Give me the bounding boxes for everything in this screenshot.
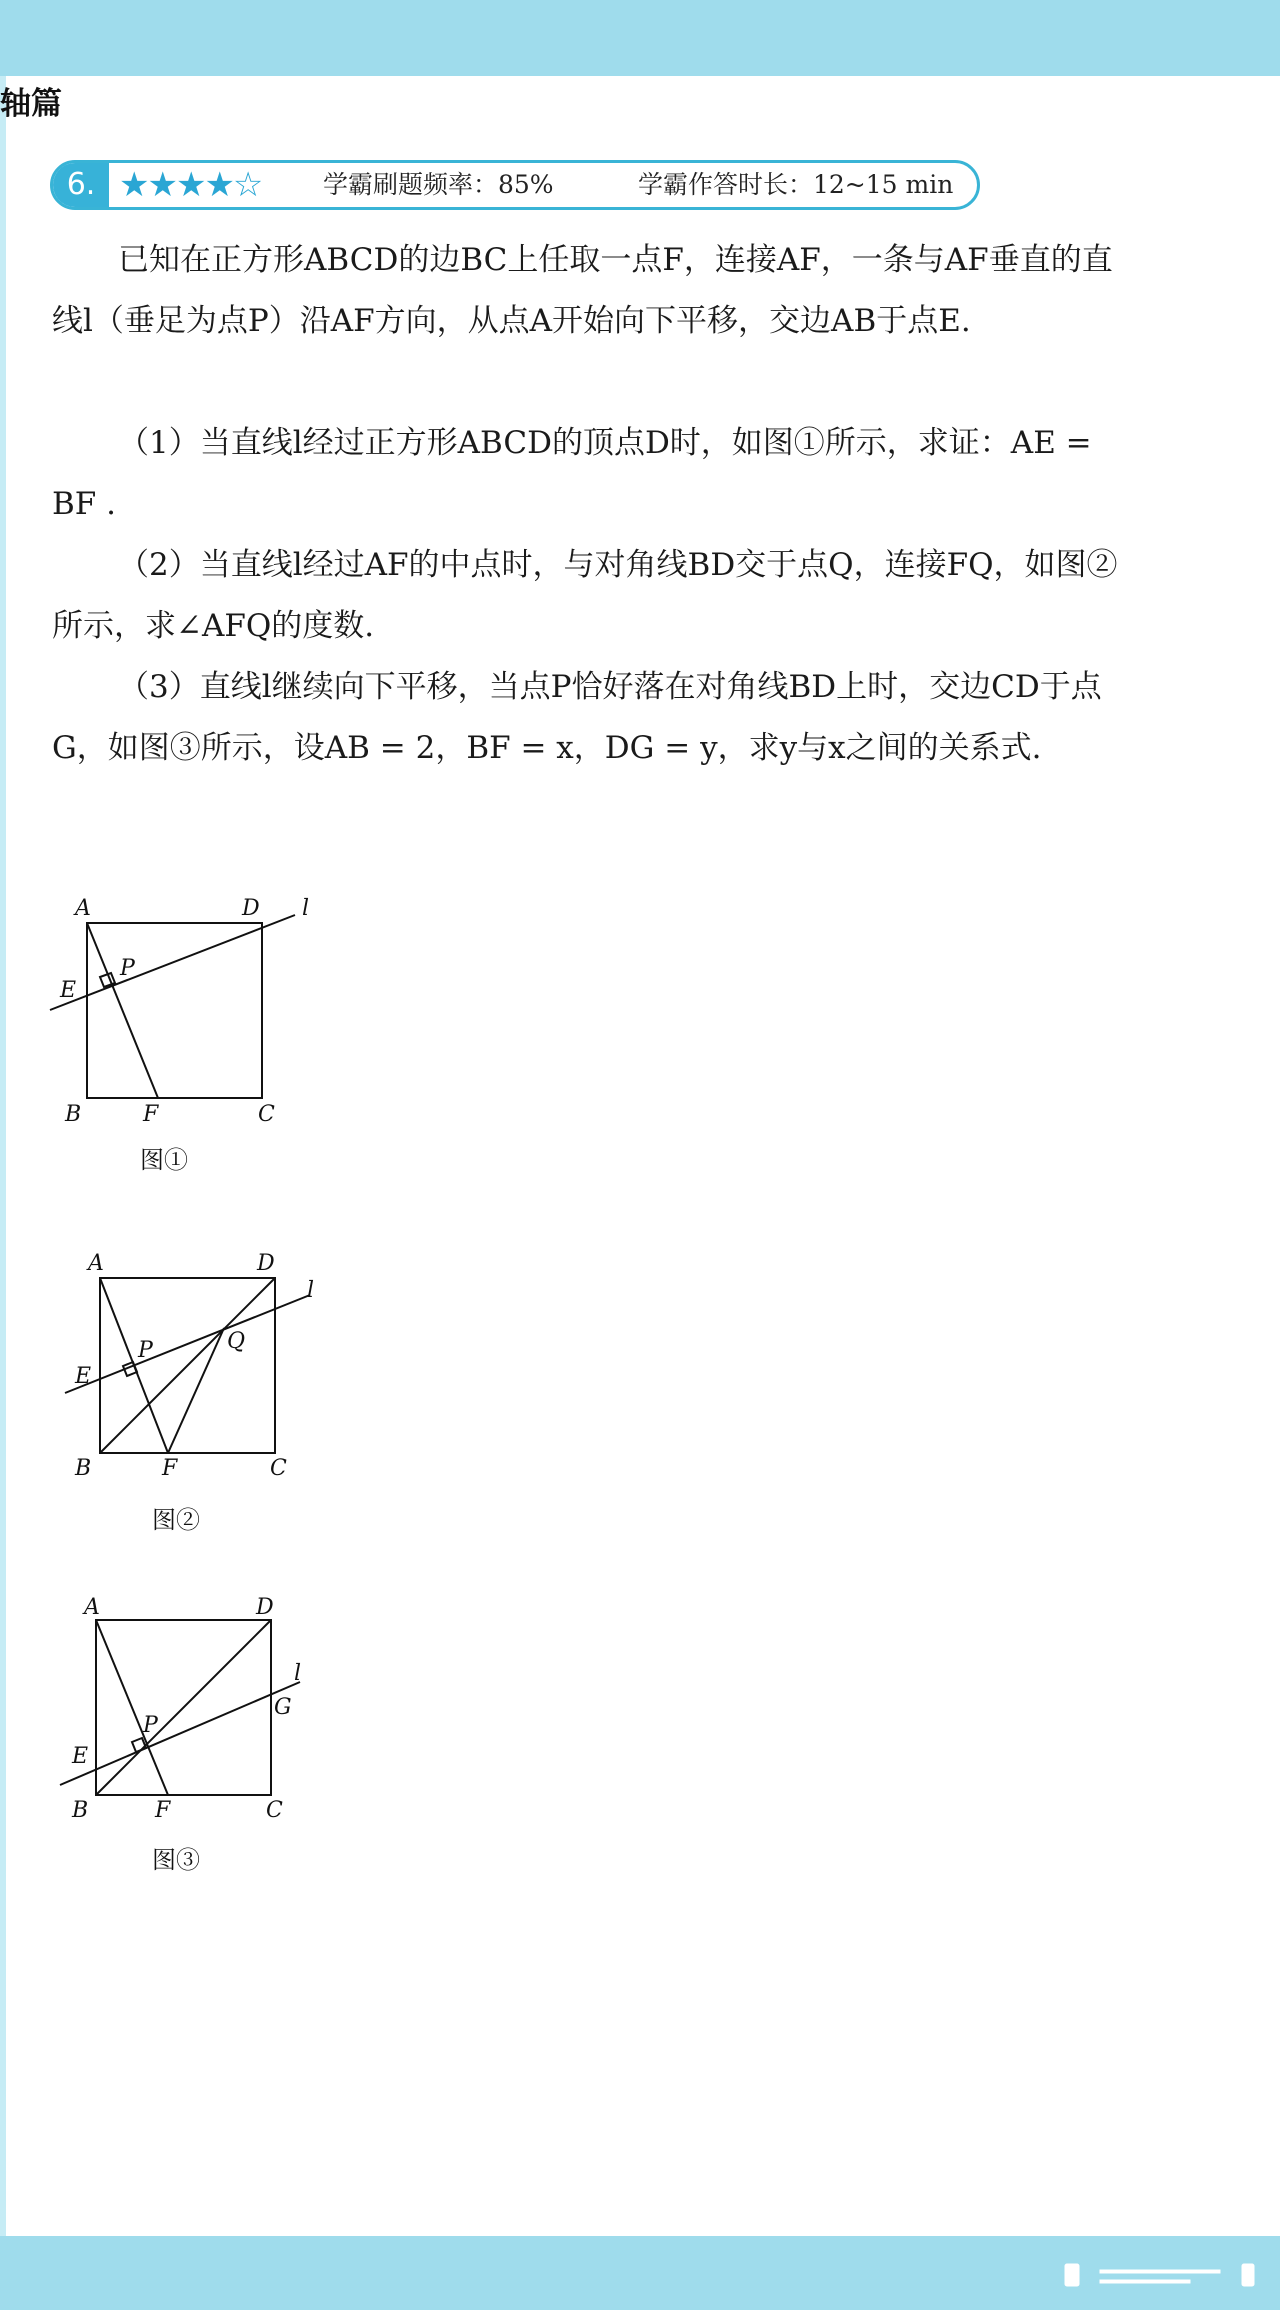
label-p: P	[120, 956, 135, 981]
label-c: C	[266, 1798, 283, 1823]
label-l: l	[307, 1278, 315, 1303]
star-filled-icon: ★★★★	[119, 165, 233, 205]
label-q: Q	[227, 1329, 246, 1354]
label-p: P	[143, 1713, 158, 1738]
figure-1-caption: 图①	[140, 1146, 188, 1174]
problem-part-2: （2）当直线l经过AF的中点时，与对角线BD交于点Q，连接FQ，如图②所示，求∠AFQ的度数.	[52, 547, 1118, 644]
figure-2-caption: 图②	[152, 1506, 200, 1534]
label-d: D	[257, 1251, 275, 1276]
duration-text: 学霸作答时长：12~15 min	[638, 170, 954, 199]
label-e: E	[75, 1364, 92, 1389]
figure-3	[50, 1590, 340, 1830]
right-angle-mark	[123, 1362, 137, 1376]
label-b: B	[65, 1102, 82, 1127]
frequency-text: 学霸刷题频率：85%	[323, 170, 554, 199]
page-corner-icon	[1060, 2262, 1260, 2292]
segment-af	[87, 923, 158, 1098]
problem-header	[50, 160, 980, 210]
problem-part-1: （1）当直线l经过正方形ABCD的顶点D时，如图①所示，求证：AE = BF .	[52, 425, 1092, 522]
problem-intro: 已知在正方形ABCD的边BC上任取一点F，连接AF，一条与AF垂直的直线l（垂足为点P）沿AF方向，从点A开始向下平移，交边AB于点E.	[52, 242, 1113, 339]
label-l: l	[294, 1661, 302, 1686]
right-angle-mark	[132, 1738, 146, 1752]
top-band	[0, 0, 1280, 76]
label-e: E	[60, 978, 77, 1003]
label-d: D	[242, 896, 260, 921]
star-empty-icon: ☆	[232, 165, 262, 205]
label-f: F	[155, 1798, 171, 1823]
label-f: F	[143, 1102, 159, 1127]
section-label: 轴篇	[0, 86, 62, 122]
label-a: A	[75, 896, 91, 921]
difficulty-stars	[119, 163, 261, 207]
label-a: A	[88, 1251, 104, 1276]
problem-number: 6.	[53, 163, 109, 207]
line-l	[65, 1295, 310, 1393]
left-edge-strip	[0, 76, 6, 2236]
label-b: B	[75, 1456, 92, 1481]
segment-fq	[168, 1328, 224, 1453]
label-b: B	[72, 1798, 89, 1823]
label-d: D	[256, 1595, 274, 1620]
figure-2	[50, 1245, 340, 1485]
label-l: l	[302, 896, 310, 921]
square-abcd	[87, 923, 262, 1098]
figure-1	[40, 885, 330, 1145]
segment-af	[96, 1620, 168, 1795]
diagonal-bd	[96, 1620, 271, 1795]
label-p: P	[138, 1338, 153, 1363]
problem-part-3: （3）直线l继续向下平移，当点P恰好落在对角线BD上时，交边CD于点G，如图③所示，设AB = 2，BF = x，DG = y，求y与x之间的关系式.	[52, 669, 1102, 766]
label-c: C	[270, 1456, 287, 1481]
figure-3-caption: 图③	[152, 1846, 200, 1874]
label-e: E	[72, 1744, 89, 1769]
label-a: A	[84, 1595, 100, 1620]
label-f: F	[162, 1456, 178, 1481]
label-c: C	[258, 1102, 275, 1127]
label-g: G	[274, 1695, 292, 1720]
